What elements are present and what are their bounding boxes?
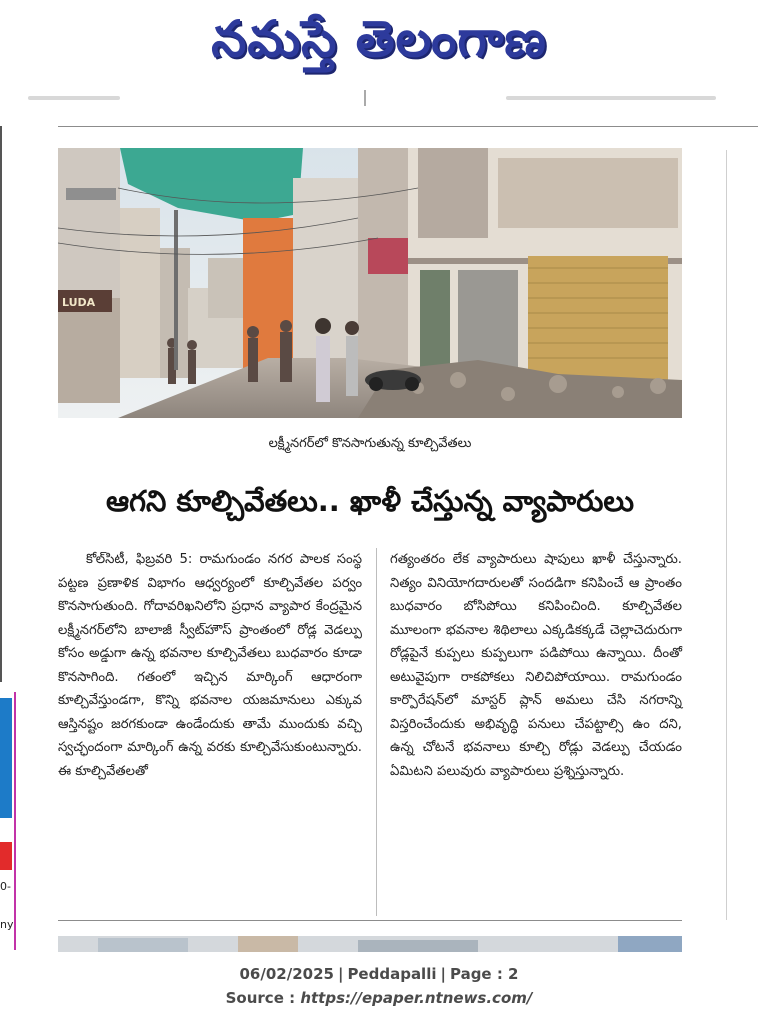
ad-text-fragment: ny	[0, 918, 14, 931]
footer-separator: |	[440, 965, 446, 983]
left-edge-bar	[0, 126, 2, 682]
page-footer	[0, 962, 758, 1010]
masthead-info-strip	[20, 88, 738, 108]
footer-source-line	[0, 986, 758, 1010]
footer-separator: |	[337, 965, 344, 983]
top-rule	[58, 126, 758, 127]
info-strip-separator	[364, 90, 366, 106]
street-demolition-photo	[58, 148, 682, 418]
article-headline: ఆగని కూల్చివేతలు.. ఖాళీ చేస్తున్న వ్యాపారులు	[105, 484, 635, 518]
info-strip-blurred-text	[28, 96, 120, 100]
article-photo	[58, 148, 682, 418]
footer-edition: Peddapalli	[347, 965, 437, 983]
bottom-rule	[58, 920, 682, 921]
footer-page-number: Page : 2	[449, 965, 519, 983]
footer-date: 06/02/2025	[239, 965, 334, 983]
footer-source-link[interactable]: https://epaper.ntnews.com/	[300, 989, 533, 1007]
ad-text-fragment: 0-	[0, 880, 11, 893]
column-divider	[376, 548, 377, 916]
shop-sign-text: LUDA	[62, 296, 96, 309]
photo-caption: లక్ష్మీనగర్‌లో కొనసాగుతున్న కూల్చివేతలు	[268, 436, 472, 451]
info-strip-blurred-text	[506, 96, 716, 100]
next-article-photo-top	[58, 936, 682, 952]
side-advertisement-fragment	[0, 692, 18, 950]
ad-red-panel	[0, 842, 12, 870]
newspaper-logo-title: నమస్తే తెలంగాణ	[211, 10, 547, 68]
footer-source-label: Source :	[225, 989, 301, 1007]
right-edge-bar	[726, 150, 727, 920]
article-body-column-right: గత్యంతరం లేక వ్యాపారులు షాపులు ఖాళీ చేస్తున్నారు. నిత్యం వినియోగదారులతో సందడిగా కనిపించే ఆ ప్రాంతం బుధవారం బోసిపోయి కనిపించింది. కూల్చివేతల మూలంగా భవనాల శిథిలాలు ఎక్కడికక్కడే చెల్లాచెదురుగా రోడ్లపైనే కుప్పలు కుప్పలుగా పడిపోయి ఉన్నాయి. దీంతో అటువైపుగా రాకపోకలు నిలిచిపోయాయి. రామగుండం కార్పొరేషన్‌లో మాస్టర్ ప్లాన్ అమలు చేసి నగరాన్ని విస్తరించేందుకు అభివృద్ధి పనులు చేపట్టాల్సి ఉం దని, ఉన్న చోటనే భవనాలు కూల్చి రోడ్లు వెడల్పు చేయడం ఏమిటని పలువురు వ్యాపారులు ప్రశ్నిస్తున్నారు.	[390, 552, 682, 779]
article-body-column-left: కోల్‌సిటీ, ఫిబ్రవరి 5: రామగుండం నగర పాలక సంస్థ పట్టణ ప్రణాళిక విభాగం ఆధ్వర్యంలో కూల్చివేతల పర్వం కొనసాగుతుంది. గోదావరిఖనిలోని ప్రధాన వ్యాపార కేంద్రమైన లక్ష్మీనగర్‌లోని బాలాజీ స్వీట్‌హౌస్ ప్రాంతంలో రోడ్ల వెడల్పు కోసం అడ్డుగా ఉన్న భవనాల కూల్చివేతలు బుధవారం కూడా కొనసాగింది. గతంలో ఇచ్చిన మార్కింగ్ ఆధారంగా కూల్చివేస్తుండగా, కొన్ని భవనాల యజమానులు ఎక్కువ ఆస్తినష్టం జరగకుండా ఉండేందుకు తామే ముందుకు వచ్చి స్వచ్ఛందంగా మార్కింగ్ ఉన్న వరకు కూల్చివేసుకుంటున్నారు. ఈ కూల్చివేతలతో	[58, 552, 362, 779]
masthead	[0, 0, 758, 82]
ad-blue-panel	[0, 698, 12, 818]
footer-edition-line	[0, 962, 758, 986]
